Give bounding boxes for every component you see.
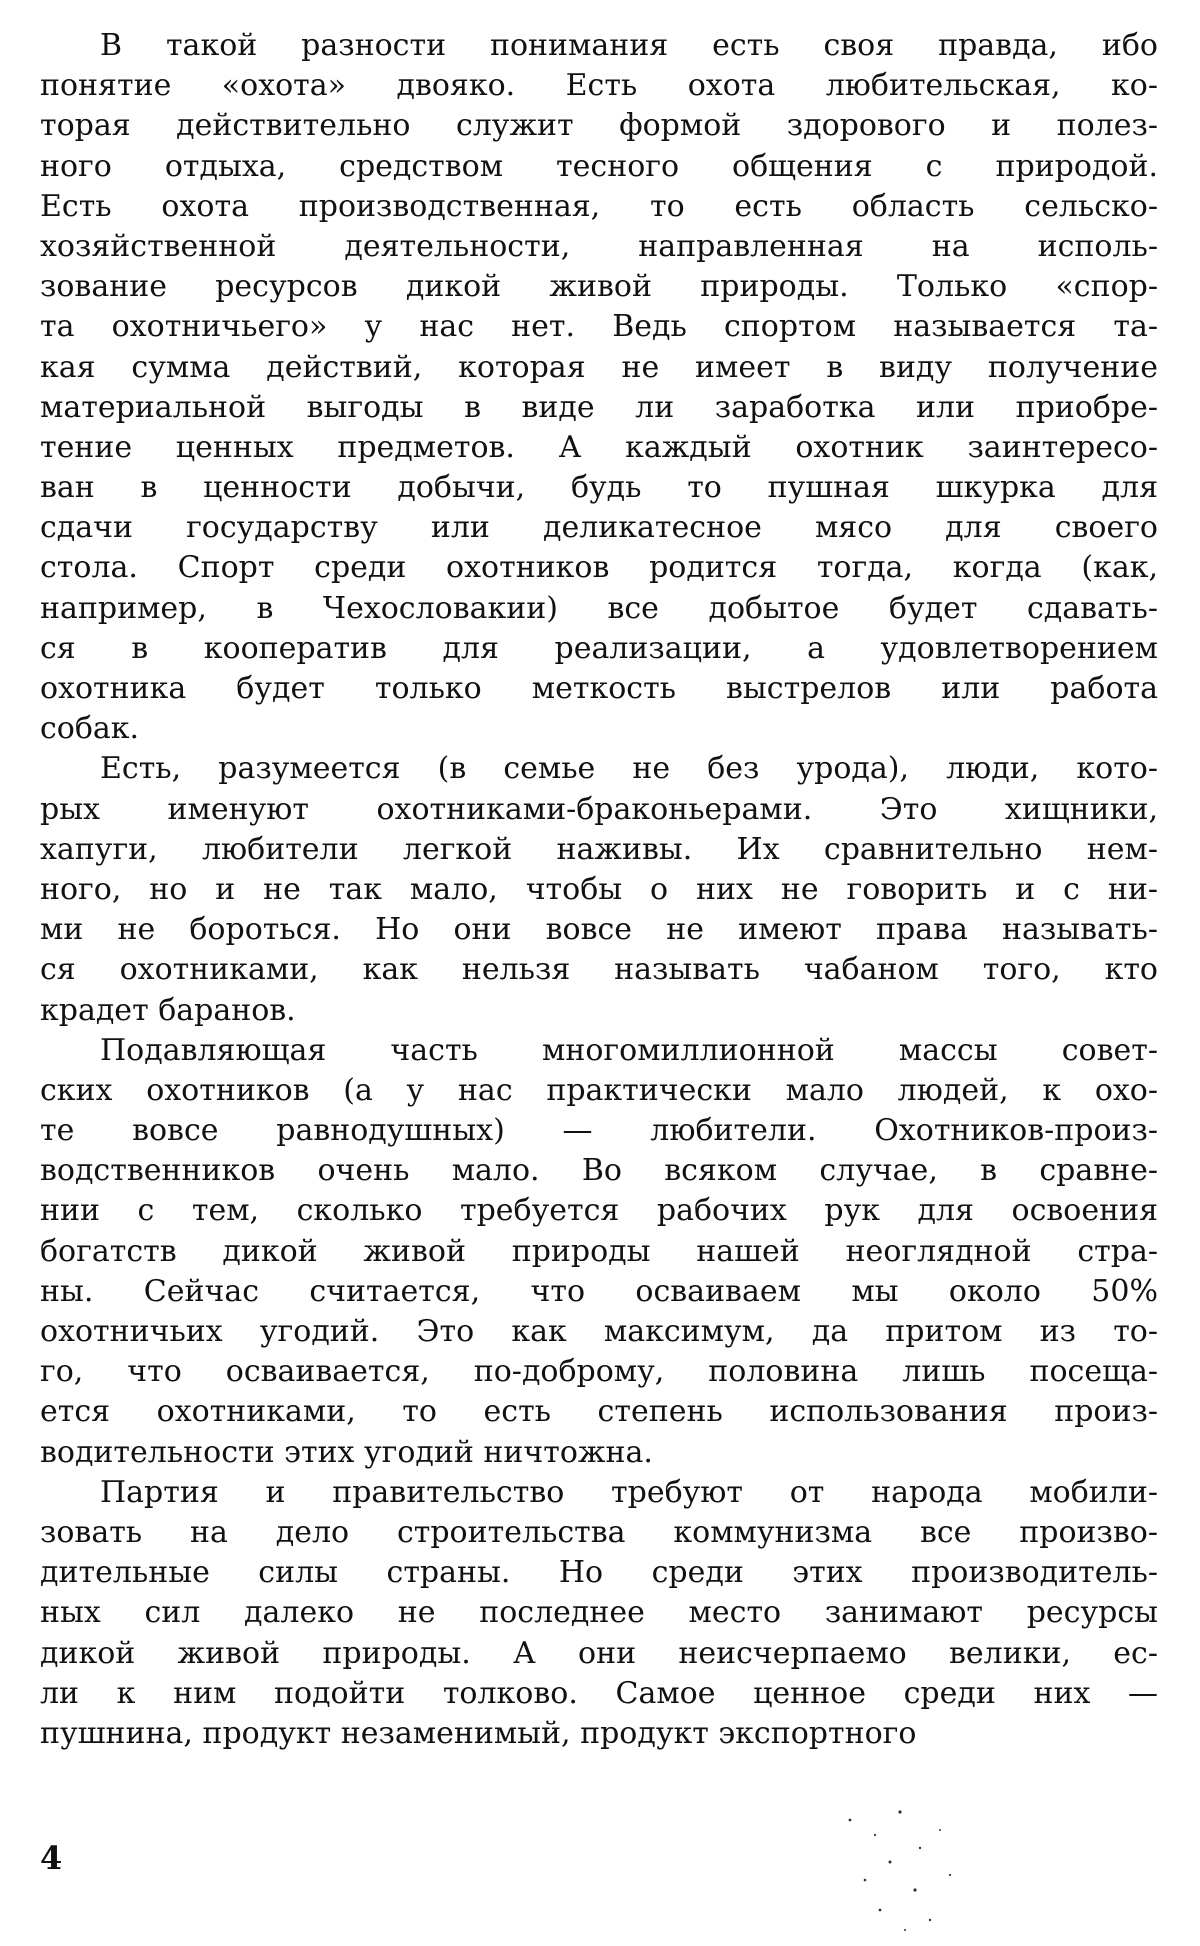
text-line: собак. (40, 711, 140, 747)
paragraph (40, 749, 1158, 1030)
text-line: дикой живой природы. А они неисчерпаемо велики, ес- (40, 1635, 1158, 1671)
text-line: ных сил далеко не последнее место занимают ресурсы (40, 1595, 1158, 1631)
print-speckle-decoration (820, 1800, 1000, 1940)
text-line: ны. Сейчас считается, что осваиваем мы около 50% (40, 1273, 1158, 1309)
text-line: ми не бороться. Но они вовсе не имеют права называть- (40, 912, 1158, 948)
text-line: ских охотников (а у нас практически мало людей, к охо- (40, 1072, 1158, 1108)
text-line: го, что осваивается, по-доброму, половина лишь посеща- (40, 1354, 1158, 1390)
text-line: ван в ценности добычи, будь то пушная шкурка для (40, 470, 1158, 506)
text-line: тение ценных предметов. А каждый охотник заинтересо- (40, 429, 1158, 465)
text-line: ли к ним подойти толково. Самое ценное среди них — (40, 1675, 1158, 1711)
body-text (40, 26, 1158, 1754)
text-line: кая сумма действий, которая не имеет в виду получение (40, 349, 1158, 385)
text-line: водственников очень мало. Во всяком случае, в сравне- (40, 1153, 1158, 1189)
text-line: ся в кооператив для реализации, а удовлетворением (40, 630, 1158, 666)
text-line: материальной выгоды в виде ли заработка или приобре- (40, 389, 1158, 425)
text-line: крадет баранов. (40, 992, 296, 1028)
text-line: богатств дикой живой природы нашей неоглядной стра- (40, 1233, 1158, 1269)
text-line: рых именуют охотниками-браконьерами. Это хищники, (40, 791, 1158, 827)
paragraph (40, 26, 1158, 749)
text-line: дительные силы страны. Но среди этих производитель- (40, 1555, 1158, 1591)
text-line: например, в Чехословакии) все добытое будет сдавать- (40, 590, 1158, 626)
paragraph (40, 1031, 1158, 1473)
text-line: ного отдыха, средством тесного общения с природой. (40, 148, 1158, 184)
text-line: ного, но и не так мало, чтобы о них не говорить и с ни- (40, 871, 1158, 907)
text-line: сдачи государству или деликатесное мясо для своего (40, 510, 1158, 546)
text-line: зовать на дело строительства коммунизма все произво- (40, 1514, 1158, 1550)
text-line: те вовсе равнодушных) — любители. Охотников-произ- (40, 1113, 1158, 1149)
text-line: хозяйственной деятельности, направленная на исполь- (40, 228, 1158, 264)
text-line: Есть, разумеется (в семье не без урода), люди, кото- (100, 751, 1158, 787)
text-line: охотника будет только меткость выстрелов или работа (40, 671, 1158, 706)
text-line: Партия и правительство требуют от народа мобили- (100, 1474, 1158, 1510)
text-line: водительности этих угодий ничтожна. (40, 1434, 653, 1470)
paragraph (40, 1473, 1158, 1754)
text-line: Подавляющая часть многомиллионной массы совет- (100, 1032, 1158, 1068)
page-number: 4 (40, 1839, 63, 1877)
text-line: торая действительно служит формой здорового и полез- (40, 108, 1158, 144)
text-line: хапуги, любители легкой наживы. Их сравнительно нем- (40, 831, 1158, 867)
text-line: понятие «охота» двояко. Есть охота любительская, ко- (40, 68, 1158, 104)
text-line: зование ресурсов дикой живой природы. Только «спор- (40, 269, 1158, 305)
text-line: В такой разности понимания есть своя правда, ибо (100, 28, 1158, 63)
text-line: та охотничьего» у нас нет. Ведь спортом называется та- (40, 309, 1158, 345)
text-line: нии с тем, сколько требуется рабочих рук для освоения (40, 1193, 1158, 1229)
text-line: охотничьих угодий. Это как максимум, да притом из то- (40, 1314, 1158, 1349)
text-line: ется охотниками, то есть степень использования произ- (40, 1394, 1158, 1430)
text-line: пушнина, продукт незаменимый, продукт экспортного (40, 1715, 917, 1751)
text-line: Есть охота производственная, то есть область сельско- (40, 188, 1158, 224)
text-line: стола. Спорт среди охотников родится тогда, когда (как, (40, 550, 1158, 586)
text-line: ся охотниками, как нельзя называть чабаном того, кто (40, 952, 1158, 988)
